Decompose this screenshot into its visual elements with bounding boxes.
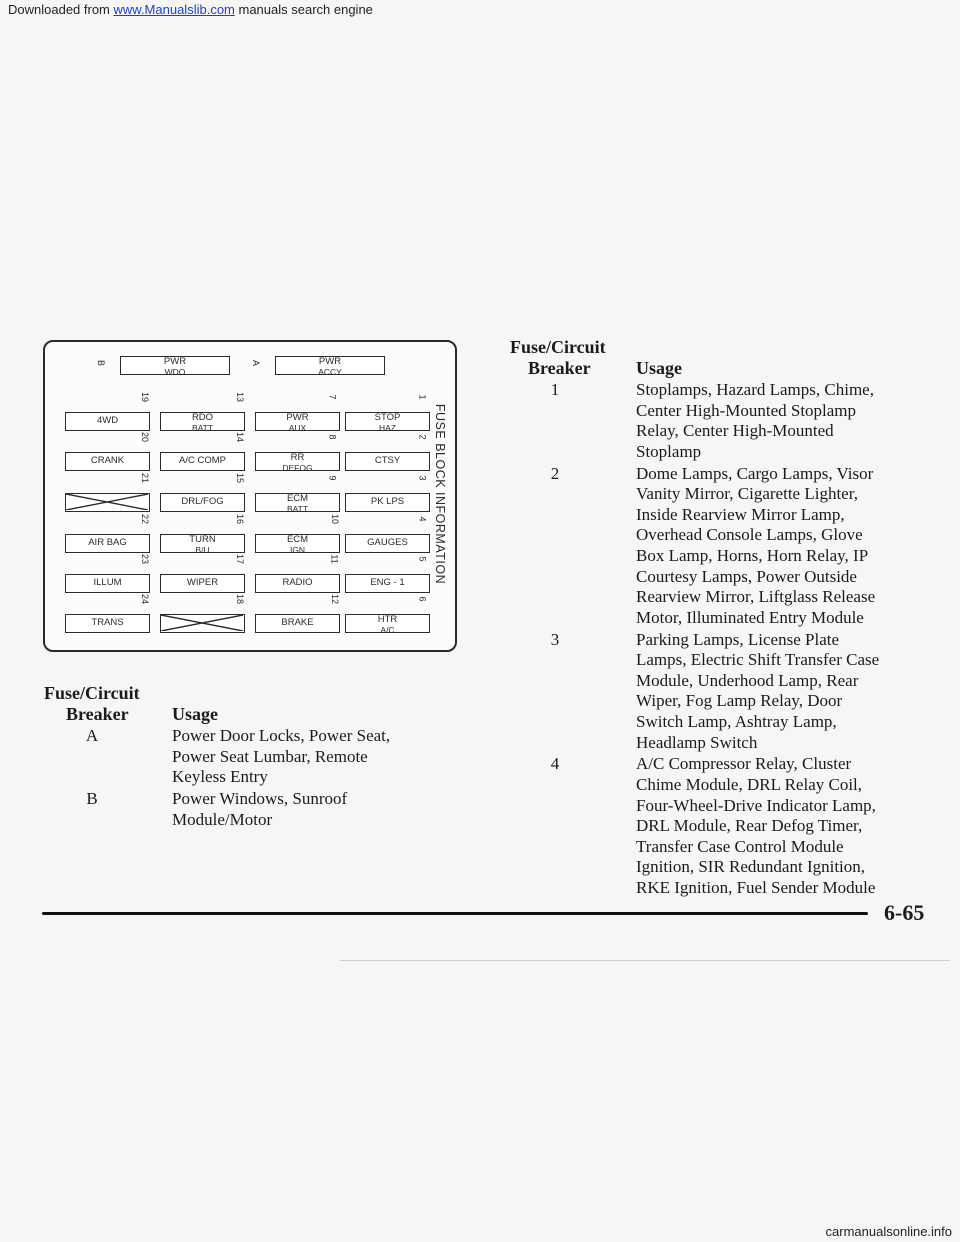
fuse-label: ILLUM [93, 577, 122, 588]
fuse-number: 5 [417, 556, 428, 562]
left-usage-line: Power Seat Lumbar, Remote [172, 746, 368, 766]
fuse-2 [345, 452, 430, 471]
header-suffix: manuals search engine [234, 2, 373, 17]
fuse-sublabel: ACCY [318, 367, 342, 377]
fuse-label: ENG - 1 [370, 577, 405, 588]
fuse-17 [160, 574, 245, 593]
footer [0, 1222, 960, 1242]
left-row-id: B [86, 789, 98, 808]
right-usage-line: Inside Rearview Mirror Lamp, [636, 504, 845, 524]
fuse-8 [255, 452, 340, 471]
fuse-number: 21 [140, 472, 151, 484]
fuse-10 [255, 534, 340, 553]
right-usage-line: RKE Ignition, Fuel Sender Module [636, 878, 876, 897]
fuse-label: PWR [163, 356, 187, 367]
footer-rule [42, 912, 868, 915]
fuse-number: 12 [330, 593, 341, 605]
fuse-16 [160, 534, 245, 553]
fuse-label: BRAKE [281, 617, 314, 628]
fuse-number: 10 [330, 513, 341, 525]
breaker-a [275, 356, 385, 375]
fuse-1 [345, 412, 430, 431]
right-row-id: 2 [550, 463, 560, 483]
fuse-6 [345, 614, 430, 633]
fuse-label: RADIO [282, 577, 313, 588]
right-usage-line: Vanity Mirror, Cigarette Lighter, [636, 484, 858, 504]
fuse-number: 3 [417, 475, 428, 481]
fuse-5 [345, 574, 430, 593]
fuse-sublabel: A/C [380, 625, 395, 635]
fuse-label: TURN [189, 534, 216, 545]
fuse-number: 9 [327, 475, 338, 481]
fuse-11 [255, 574, 340, 593]
fuse-7 [255, 412, 340, 431]
fuse-9 [255, 493, 340, 512]
left-col2-header: Usage [172, 704, 218, 724]
fuse-label: DRL/FOG [181, 496, 224, 507]
left-usage-line: Power Door Locks, Power Seat, [172, 726, 391, 745]
thin-divider [340, 960, 950, 961]
fuse-label: AIR BAG [88, 537, 127, 548]
left-usage-line: Module/Motor [172, 809, 273, 829]
fuse-number: 17 [235, 553, 246, 565]
right-col1-header-line2: Breaker [528, 358, 591, 378]
fuse-label: ECM [286, 534, 309, 545]
watermark-text: carmanualsonline.info [825, 1224, 952, 1239]
fuse-21 [65, 493, 150, 512]
fuse-4 [345, 534, 430, 553]
right-usage-line: Box Lamp, Horns, Horn Relay, IP [636, 546, 869, 565]
fuse-3 [345, 493, 430, 512]
fuse-label: HTR [377, 614, 398, 625]
fuse-number: 16 [235, 513, 246, 525]
right-usage-line: Wiper, Fog Lamp Relay, Door [636, 691, 843, 711]
fuse-label: PWR [286, 412, 309, 423]
fuse-22 [65, 534, 150, 553]
manualslib-link[interactable]: www.Manualslib.com [113, 2, 235, 17]
left-usage-line: Keyless Entry [172, 767, 268, 787]
right-usage-line: Stoplamps, Hazard Lamps, Chime, [636, 380, 874, 399]
fuse-label: WIPER [186, 577, 219, 588]
right-usage-line: Relay, Center High-Mounted [636, 421, 834, 441]
fuse-15 [160, 493, 245, 512]
fuse-19 [65, 412, 150, 431]
right-usage-line: Headlamp Switch [636, 732, 758, 752]
fuse-number: 1 [417, 394, 428, 400]
fuse-label: CRANK [90, 455, 125, 466]
fuse-12 [255, 614, 340, 633]
right-row-id: 3 [550, 629, 560, 649]
fuse-number: 19 [140, 391, 151, 403]
right-usage-line: Module, Underhood Lamp, Rear [636, 670, 859, 690]
left-usage-line: Power Windows, Sunroof [172, 789, 348, 808]
fuse-label: CTSY [374, 455, 401, 466]
right-usage-line: A/C Compressor Relay, Cluster [636, 754, 852, 774]
fuse-24 [65, 614, 150, 633]
right-usage-line: Rearview Mirror, Liftglass Release [636, 587, 876, 607]
fuse-label: 4WD [96, 415, 119, 426]
fuse-18 [160, 614, 245, 633]
fuse-13 [160, 412, 245, 431]
right-usage-line: DRL Module, Rear Defog Timer, [636, 816, 863, 836]
empty-slot-x-icon [161, 615, 243, 631]
fuse-number: A [251, 359, 262, 367]
right-usage-line: Ignition, SIR Redundant Ignition, [636, 857, 866, 877]
fuse-number: 15 [235, 472, 246, 484]
right-usage-line: Parking Lamps, License Plate [636, 629, 840, 649]
fuse-label: GAUGES [367, 537, 408, 548]
fuse-number: 23 [140, 553, 151, 565]
right-usage-line: Overhead Console Lamps, Glove [636, 525, 863, 545]
fuse-number: 14 [235, 431, 246, 443]
left-row-id: A [85, 726, 99, 745]
fuse-number: 24 [140, 593, 151, 605]
fuse-label: STOP [374, 412, 401, 423]
right-usage-line: Dome Lamps, Cargo Lamps, Visor [636, 463, 874, 483]
left-col1-header-line2: Breaker [66, 704, 129, 724]
fuse-number: 8 [327, 434, 338, 440]
fuse-sublabel: B/U [195, 545, 210, 555]
fuse-number: 2 [417, 434, 428, 440]
fuse-number: 20 [140, 431, 151, 443]
header-prefix: Downloaded from [8, 2, 114, 17]
left-col1-header: Fuse/Circuit [44, 683, 140, 703]
fuse-label: TRANS [91, 617, 124, 628]
fuse-23 [65, 574, 150, 593]
right-usage-line: Stoplamp [636, 441, 702, 461]
fuse-sublabel: IGN [289, 545, 306, 555]
fuse-label: ECM [286, 493, 309, 504]
fuse-number: 4 [417, 516, 428, 522]
fuse-label: RDO [191, 412, 214, 423]
right-usage-line: Chime Module, DRL Relay Coil, [636, 775, 863, 794]
right-usage-line: Transfer Case Control Module [636, 836, 844, 856]
empty-slot-x-icon [66, 494, 148, 510]
fuse-number: 22 [140, 513, 151, 525]
right-usage-line: Switch Lamp, Ashtray Lamp, [636, 712, 837, 731]
right-usage-line: Motor, Illuminated Entry Module [636, 607, 864, 627]
fuse-sublabel: WDO [164, 367, 186, 377]
right-row-id: 1 [550, 380, 560, 399]
fuse-label: RR [290, 452, 305, 463]
right-row-id: 4 [550, 754, 560, 774]
fuse-number: 7 [327, 394, 338, 400]
breaker-b [120, 356, 230, 375]
fuse-label: PWR [318, 356, 342, 367]
right-usage-line: Courtesy Lamps, Power Outside [636, 566, 857, 586]
fuse-number: 6 [417, 596, 428, 602]
fuse-number: B [96, 359, 107, 367]
fuse-number: 18 [235, 593, 246, 605]
fuse-sublabel: HAZ [379, 423, 396, 433]
fuse-14 [160, 452, 245, 471]
fuse-number: 11 [329, 554, 340, 564]
fuse-sublabel: DEFOG [282, 463, 313, 473]
fuse-sublabel: BATT [286, 504, 309, 514]
fuse-number: 13 [235, 391, 246, 403]
fuse-label: A/C COMP [179, 455, 226, 466]
fuse-sublabel: AUX [288, 423, 307, 433]
right-usage-line: Four-Wheel-Drive Indicator Lamp, [636, 795, 876, 815]
diagram-title: FUSE BLOCK INFORMATION [433, 403, 447, 585]
right-usage-line: Center High-Mounted Stoplamp [636, 400, 857, 420]
page-number: 6-65 [884, 900, 925, 925]
fuse-sublabel: BATT [191, 423, 214, 433]
download-header [0, 0, 960, 20]
fuse-label: PK LPS [370, 496, 405, 507]
fuse-20 [65, 452, 150, 471]
right-usage-line: Lamps, Electric Shift Transfer Case [636, 650, 880, 670]
fuse-block-diagram [43, 340, 457, 652]
right-col1-header: Fuse/Circuit [510, 337, 606, 357]
right-col2-header: Usage [636, 358, 682, 378]
